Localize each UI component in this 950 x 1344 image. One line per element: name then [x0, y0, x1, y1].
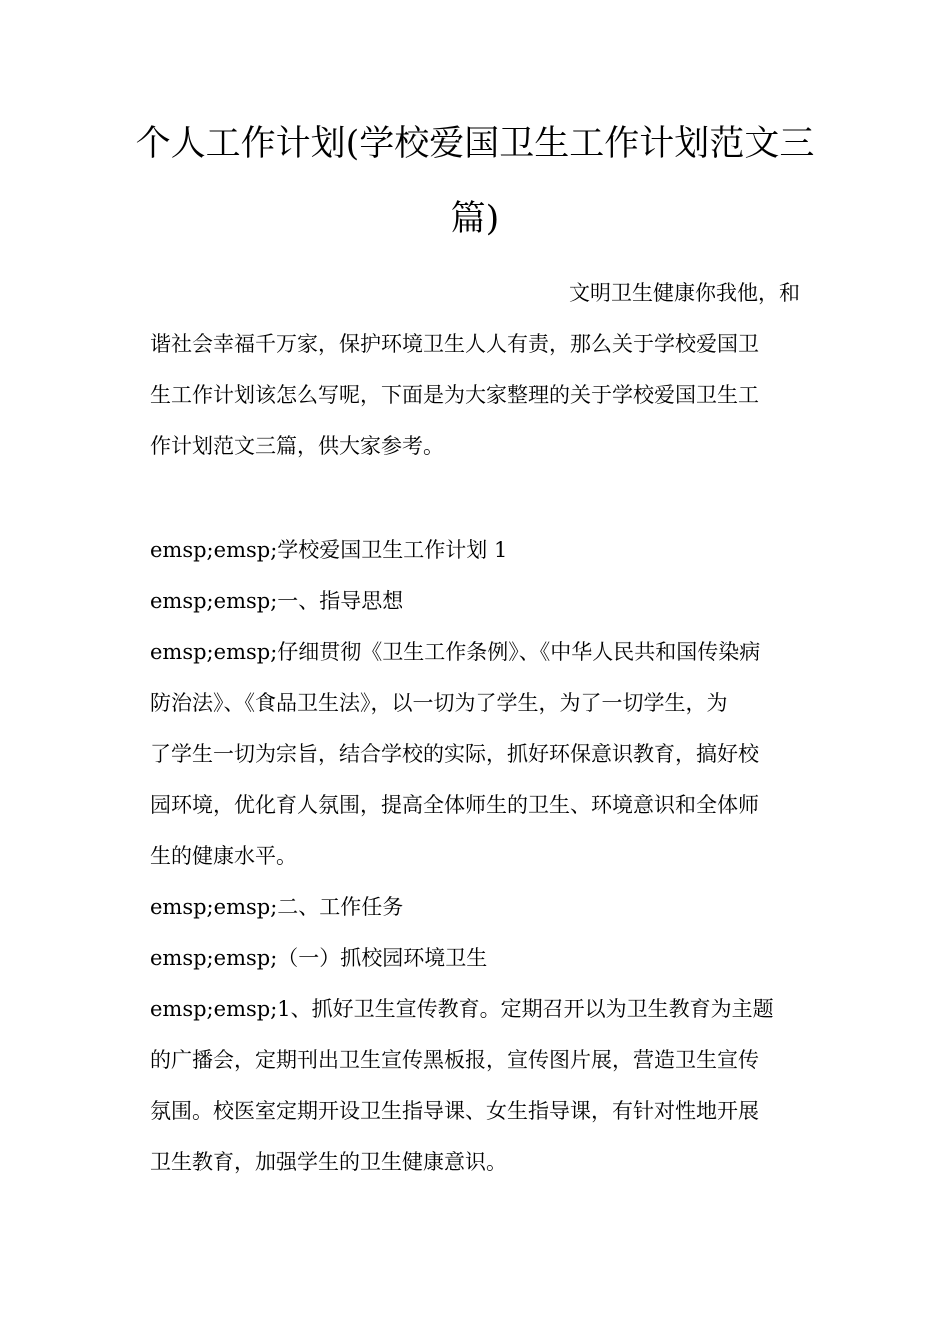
body-line: emsp;emsp;仔细贯彻《卫生工作条例》、《中华人民共和国传染病	[150, 640, 761, 664]
body-line: emsp;emsp;1、抓好卫生宣传教育。定期召开以为卫生教育为主题	[150, 997, 774, 1021]
intro-line: 生工作计划该怎么写呢，下面是为大家整理的关于学校爱国卫生工	[150, 383, 759, 407]
intro-line: 谐社会幸福千万家，保护环境卫生人人有责，那么关于学校爱国卫	[150, 332, 759, 356]
intro-line: 文明卫生健康你我他，和	[569, 281, 800, 305]
subheading: emsp;emsp;（一）抓校园环境卫生	[150, 946, 488, 970]
subheading: emsp;emsp;一、指导思想	[150, 589, 404, 613]
intro-line: 作计划范文三篇，供大家参考。	[150, 434, 444, 458]
subheading: emsp;emsp;二、工作任务	[150, 895, 404, 919]
body-line: 了学生一切为宗旨，结合学校的实际，抓好环保意识教育，搞好校	[150, 742, 759, 766]
body-line: 卫生教育，加强学生的卫生健康意识。	[150, 1150, 507, 1174]
document-title-line-2: 篇)	[450, 199, 500, 239]
body-line: 生的健康水平。	[150, 844, 297, 868]
body-line: 园环境，优化育人氛围，提高全体师生的卫生、环境意识和全体师	[150, 793, 759, 817]
section-heading: emsp;emsp;学校爱国卫生工作计划 1	[150, 538, 508, 562]
body-line: 防治法》、《食品卫生法》，以一切为了学生，为了一切学生，为	[150, 691, 728, 715]
document-title-line-1: 个人工作计划(学校爱国卫生工作计划范文三	[135, 124, 815, 164]
body-line: 的广播会，定期刊出卫生宣传黑板报，宣传图片展，营造卫生宣传	[150, 1048, 759, 1072]
body-line: 氛围。校医室定期开设卫生指导课、女生指导课，有针对性地开展	[150, 1099, 759, 1123]
